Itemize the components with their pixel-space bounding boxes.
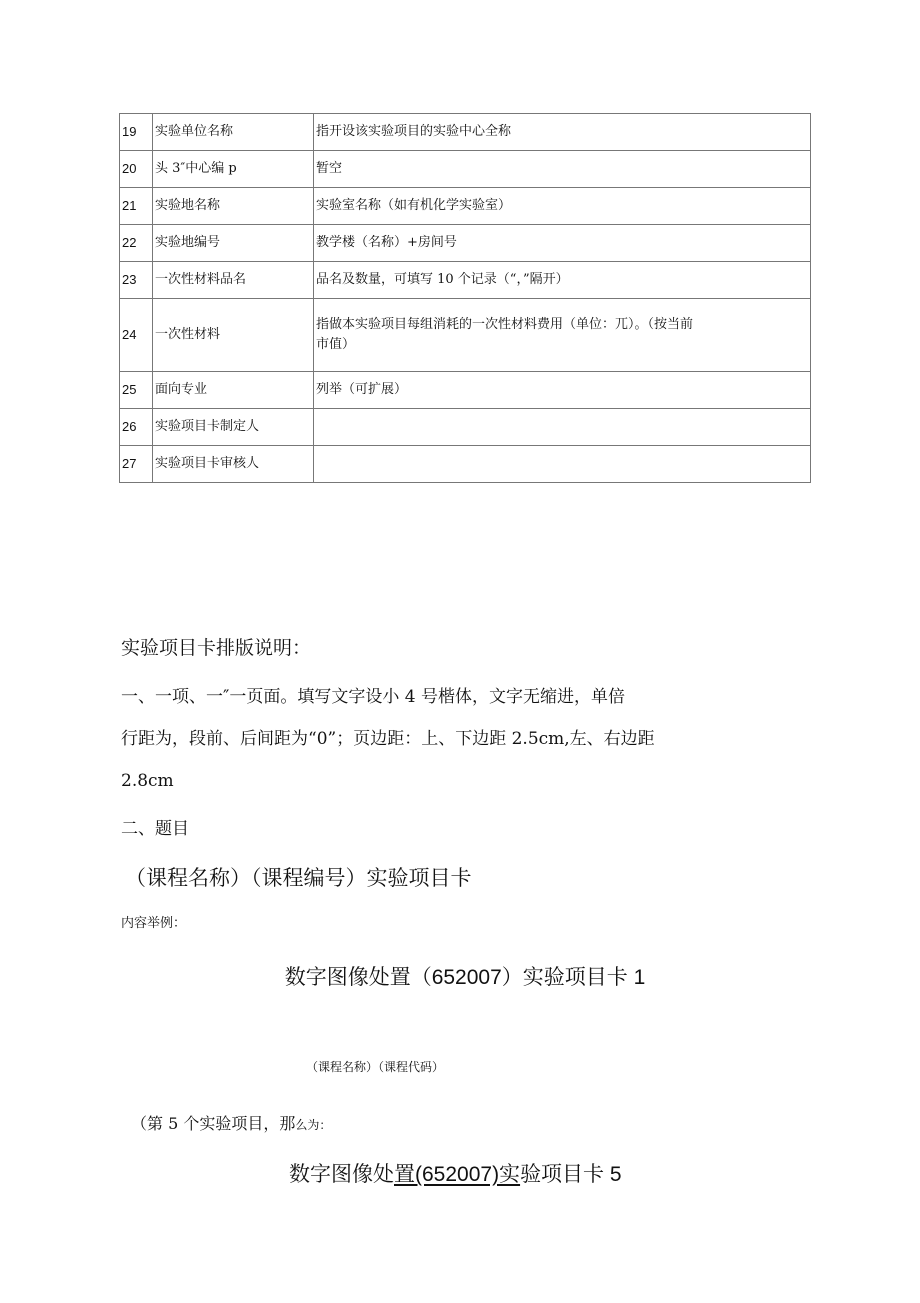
example-title: 数字图像处置（652007）实验项目卡 1	[284, 966, 646, 989]
example-caption: （课程名称）（课程代码）	[306, 1060, 445, 1074]
table-row	[120, 225, 811, 262]
field-description	[314, 446, 811, 483]
field-name: 实验地编号	[153, 225, 314, 262]
explain-line-3: 2.8cm	[121, 771, 174, 791]
title-template: （课程名称）（课程编号）实验项目卡	[125, 866, 472, 890]
table-row	[120, 409, 811, 446]
field-name: 实验项目卡审核人	[153, 446, 314, 483]
field-name: 一次性材料	[153, 299, 314, 372]
fifth-item-note	[131, 1111, 331, 1134]
table-row	[120, 446, 811, 483]
field-description-line2: 市值）	[316, 337, 356, 352]
field-name: 一次性材料品名	[153, 262, 314, 299]
field-name: 头 3″中心编 p	[153, 151, 314, 188]
example5-part-c: 验项目卡 5	[520, 1163, 622, 1186]
row-number: 22	[120, 225, 153, 262]
field-description-line1: 指做本实验项目每组消耗的一次性材料费用（单位：兀）。（按当前	[316, 317, 694, 332]
field-description	[314, 299, 811, 372]
example5-part-a: 数字图像处	[289, 1163, 394, 1186]
row-number: 25	[120, 372, 153, 409]
row-number: 26	[120, 409, 153, 446]
table-row	[120, 188, 811, 225]
example-title-5	[289, 1158, 622, 1188]
row-number: 27	[120, 446, 153, 483]
field-name: 实验项目卡制定人	[153, 409, 314, 446]
example-label: 内容举例：	[121, 916, 187, 931]
table-row	[120, 372, 811, 409]
fifth-item-small: 么为：	[295, 1118, 332, 1132]
row-number: 20	[120, 151, 153, 188]
field-name: 实验单位名称	[153, 114, 314, 151]
explain-line-2: 行距为，段前、后间距为“0”；页边距：上、下边距 2.5cm,左、右边距	[121, 729, 655, 749]
field-description: 教学楼（名称）+房间号	[314, 225, 811, 262]
field-description: 列举（可扩展）	[314, 372, 811, 409]
row-number: 23	[120, 262, 153, 299]
row-number: 24	[120, 299, 153, 372]
layout-explain-heading: 实验项目卡排版说明：	[121, 637, 312, 659]
field-description: 实验室名称（如有机化学实验室）	[314, 188, 811, 225]
field-description: 品名及数量，可填写 10 个记录（“，”隔开）	[314, 262, 811, 299]
explain-line-1: 一、一项、一″一页面。填写文字设小 4 号楷体，文字无缩进，单倍	[121, 687, 625, 707]
table-row	[120, 114, 811, 151]
row-number: 21	[120, 188, 153, 225]
table-row	[120, 151, 811, 188]
section-title-heading: 二、题目	[121, 819, 189, 839]
example5-part-b: 置(652007)实	[394, 1163, 521, 1186]
field-description	[314, 409, 811, 446]
fifth-item-main: （第 5 个实验项目，那	[131, 1114, 296, 1133]
table-row	[120, 262, 811, 299]
field-table	[119, 113, 811, 483]
field-description: 指开设该实验项目的实验中心全称	[314, 114, 811, 151]
field-name: 实验地名称	[153, 188, 314, 225]
field-description: 暂空	[314, 151, 811, 188]
row-number: 19	[120, 114, 153, 151]
table-row	[120, 299, 811, 372]
field-name: 面向专业	[153, 372, 314, 409]
